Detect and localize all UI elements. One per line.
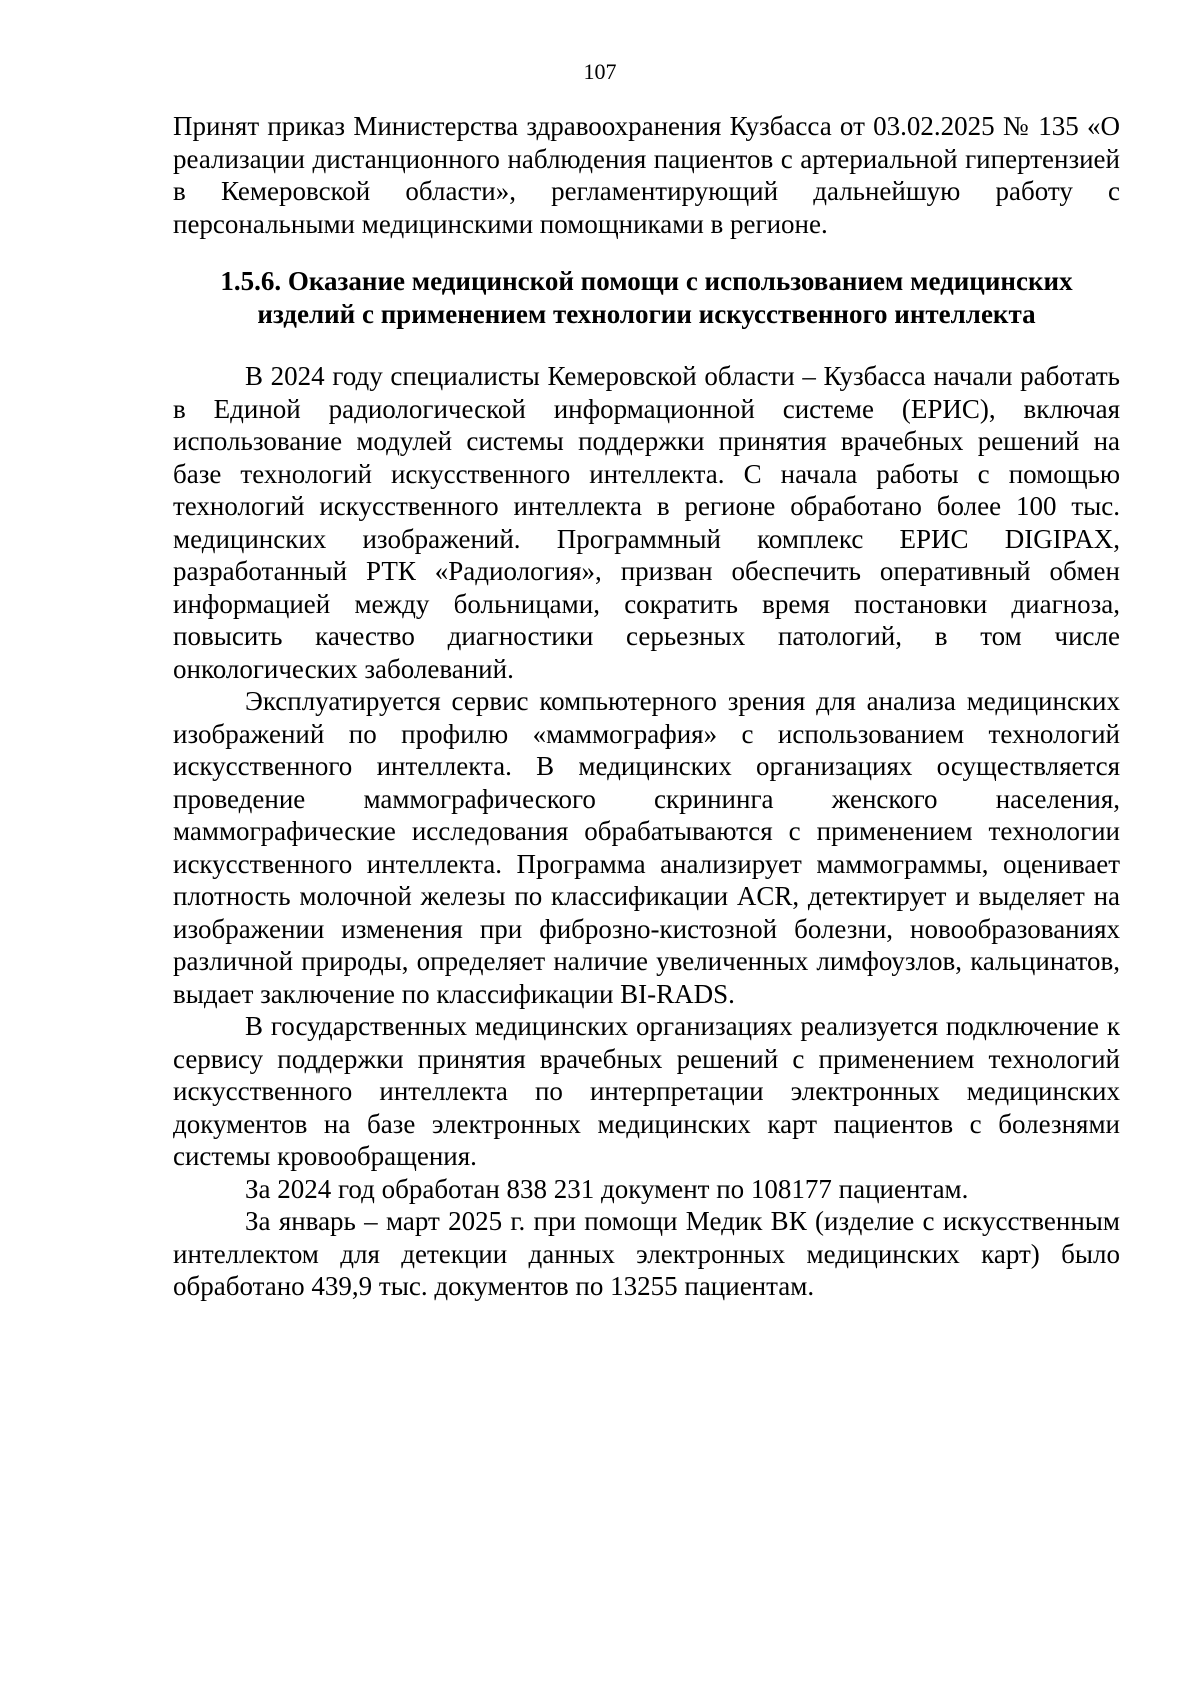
- section-heading: [173, 265, 1120, 330]
- body-paragraph-eris: В 2024 году специалисты Кемеровской области – Кузбасса начали работать в Единой радиологической информационной системе (ЕРИС), включая использование модулей системы поддержки принятия врачебных решений на базе технологий искусственного интеллекта. С начала работы с помощью технологий искусственного интеллекта в регионе обработано более 100 тыс. медицинских изображений. Программный комплекс ЕРИС DIGIPAX, разработанный РТК «Радиология», призван обеспечить оперативный обмен информацией между больницами, сократить время постановки диагноза, повысить качество диагностики серьезных патологий, в том числе онкологических заболеваний.: [173, 361, 1120, 684]
- section-heading-line-1: 1.5.6. Оказание медицинской помощи с использованием медицинских: [220, 266, 1073, 296]
- body-paragraph-decision-support: В государственных медицинских организациях реализуется подключение к сервису поддержки принятия врачебных решений с применением технологий искусственного интеллекта по интерпретации электронных медицинских документов на базе электронных медицинских карт пациентов с болезнями системы кровообращения.: [173, 1011, 1120, 1171]
- body-paragraph-2024-stats: За 2024 год обработан 838 231 документ по 108177 пациентам.: [245, 1173, 969, 1204]
- body-paragraph-mammography: Эксплуатируется сервис компьютерного зрения для анализа медицинских изображений по профилю «маммография» с использованием технологий искусственного интеллекта. В медицинских организациях осуществляется проведение маммографического скрининга женского населения, маммографические исследования обрабатываются с применением технологии искусственного интеллекта. Программа анализирует маммограммы, оценивает плотность молочной железы по классификации ACR, детектирует и выделяет на изображении изменения при фиброзно-кистозной болезни, новообразованиях различной природы, определяет наличие увеличенных лимфоузлов, кальцинатов, выдает заключение по классификации BI-RADS.: [173, 686, 1120, 1009]
- intro-paragraph: Принят приказ Министерства здравоохранения Кузбасса от 03.02.2025 № 135 «О реализации дистанционного наблюдения пациентов с артериальной гипертензией в Кемеровской области», регламентирующий дальнейшую работу с персональными медицинскими помощниками в регионе.: [173, 111, 1120, 239]
- section-heading-line-2: изделий с применением технологии искусственного интеллекта: [257, 298, 1036, 329]
- page-number: 107: [583, 59, 617, 84]
- body-paragraph-2025-stats: За январь – март 2025 г. при помощи Медик ВК (изделие с искусственным интеллектом для детекции данных электронных медицинских карт) было обработано 439,9 тыс. документов по 13255 пациентам.: [173, 1206, 1120, 1301]
- page-content: [173, 110, 1120, 1303]
